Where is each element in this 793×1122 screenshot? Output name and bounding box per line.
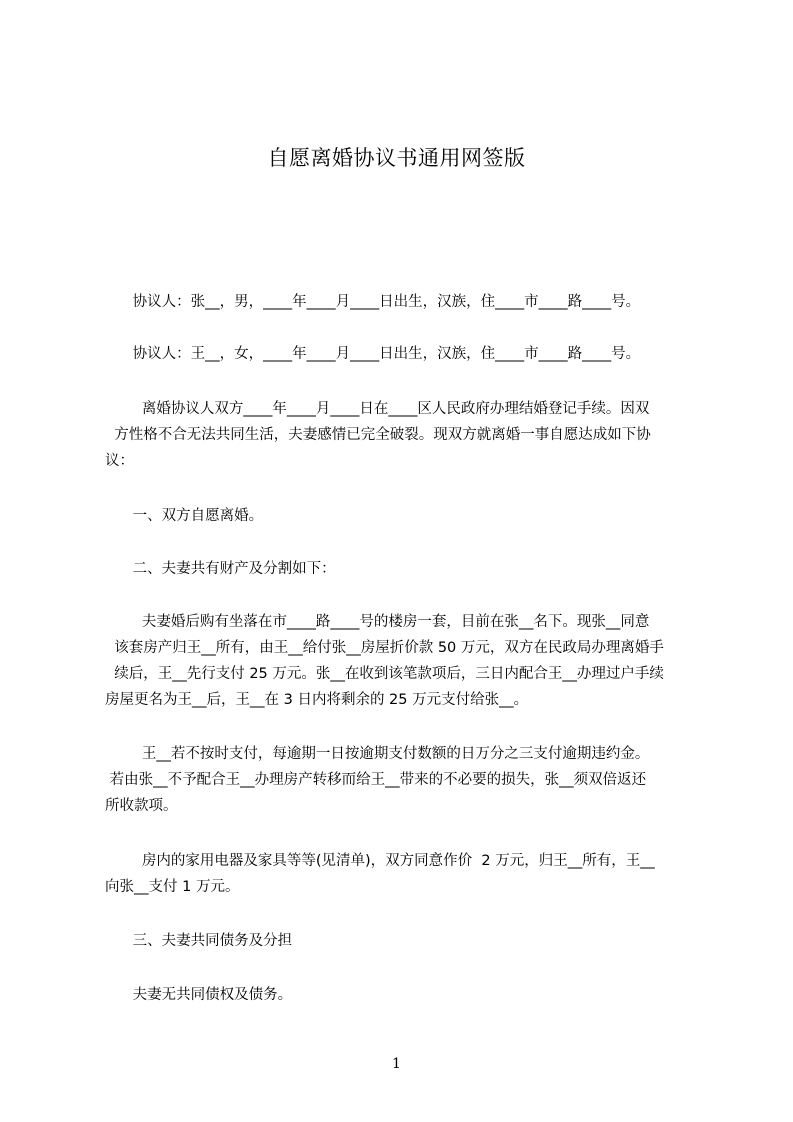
text-line: 离婚协议人双方____年____月____日在____区人民政府办理结婚登记手续。因双 bbox=[105, 401, 650, 417]
text-line: 房内的家用电器及家具等等(见清单)，双方同意作价 2 万元，归王__所有，王__ bbox=[105, 853, 655, 869]
text-line: 房屋更名为王__后，王__在 3 日内将剩余的 25 万元支付给张__。 bbox=[105, 692, 529, 708]
text-line: 协议人：张__，男，____年____月____日出生，汉族，住____市____路____号。 bbox=[105, 294, 641, 310]
text-line: 该套房产归王__所有，由王__给付张__房屋折价款 50 万元，双方在民政局办理离婚手 bbox=[105, 640, 664, 656]
party-zhang-paragraph bbox=[105, 289, 701, 315]
text-line: 一、双方自愿离婚。 bbox=[105, 508, 264, 524]
debts-paragraph bbox=[105, 982, 701, 1008]
text-line: 夫妻无共同债权及债务。 bbox=[105, 987, 293, 1003]
section-two-heading bbox=[105, 556, 701, 582]
section-three-heading bbox=[105, 928, 701, 954]
page-number: 1 bbox=[392, 1056, 401, 1072]
text-line: 议： bbox=[105, 453, 134, 469]
text-line: 二、夫妻共有财产及分割如下： bbox=[105, 561, 336, 577]
marriage-background-paragraph bbox=[105, 396, 701, 474]
late-payment-paragraph bbox=[105, 741, 701, 819]
text-line: 向张__支付 1 万元。 bbox=[105, 879, 240, 895]
text-line: 协议人：王__，女，____年____月____日出生，汉族，住____市____路____号。 bbox=[105, 346, 641, 362]
text-line: 王__若不按时支付，每逾期一日按逾期支付数额的日万分之三支付逾期违约金。 bbox=[105, 746, 650, 762]
appliances-paragraph bbox=[105, 848, 701, 900]
party-wang-paragraph bbox=[105, 341, 701, 367]
property-house-paragraph bbox=[105, 609, 701, 713]
text-line: 续后，王__先行支付 25 万元。张__在收到该笔款项后，三日内配合王__办理过户手续 bbox=[105, 666, 664, 682]
text-line: 三、夫妻共同债务及分担 bbox=[105, 933, 293, 949]
document-title: 自愿离婚协议书通用网签版 bbox=[267, 146, 526, 170]
section-one-heading bbox=[105, 503, 701, 529]
text-line: 所收款项。 bbox=[105, 798, 178, 814]
text-line: 若由张__不予配合王__办理房产转移而给王__带来的不必要的损失，张__须双倍返还 bbox=[105, 772, 647, 788]
text-line: 夫妻婚后购有坐落在市____路____号的楼房一套，目前在张__名下。现张__同意 bbox=[105, 614, 650, 630]
text-line: 方性格不合无法共同生活，夫妻感情已完全破裂。现双方就离婚一事自愿达成如下协 bbox=[105, 427, 651, 443]
